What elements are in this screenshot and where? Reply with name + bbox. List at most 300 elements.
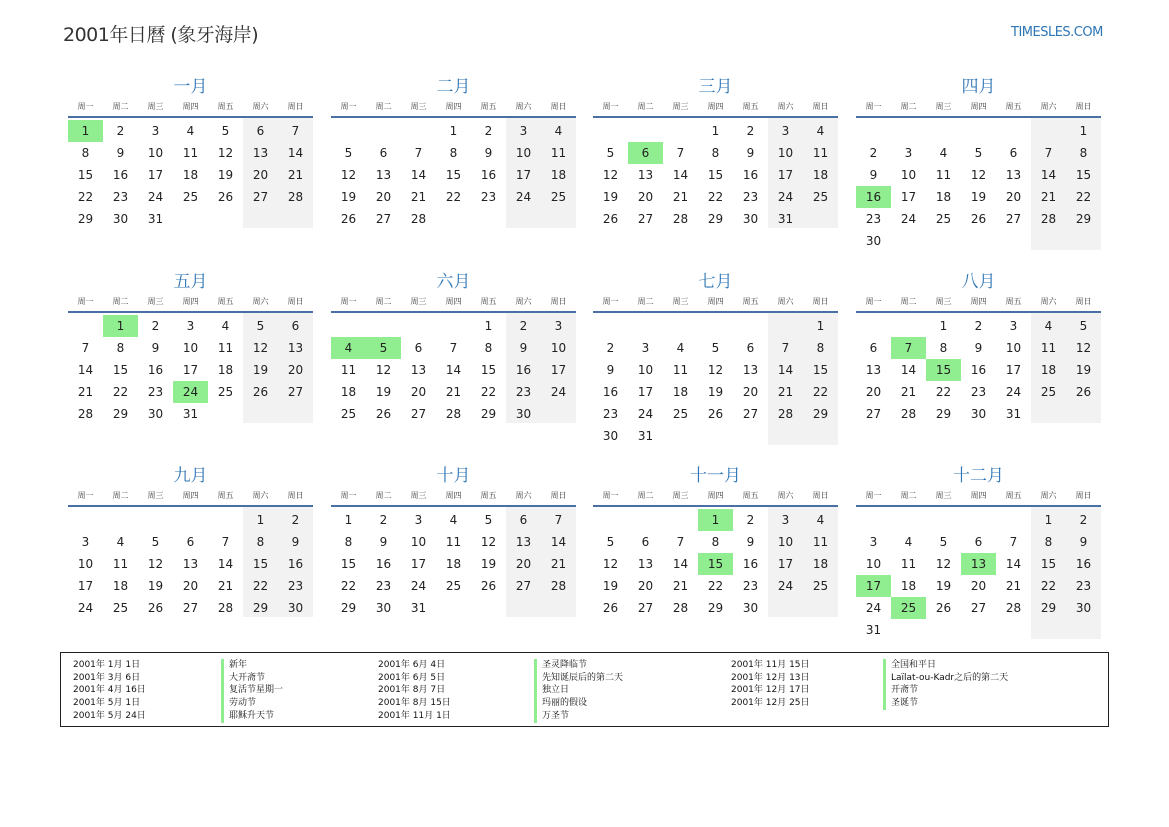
day-cell[interactable]: 6: [1009, 146, 1018, 160]
day-cell[interactable]: 19: [217, 168, 234, 182]
day-cell[interactable]: 29: [480, 407, 497, 421]
day-cell[interactable]: 2: [291, 513, 300, 527]
day-cell[interactable]: 30: [970, 407, 987, 421]
day-cell[interactable]: 16: [1075, 557, 1092, 571]
day-cell[interactable]: 15: [77, 168, 94, 182]
holiday-day-cell[interactable]: 5: [366, 337, 401, 359]
day-cell[interactable]: 16: [480, 168, 497, 182]
day-cell[interactable]: 10: [865, 557, 882, 571]
day-cell[interactable]: 25: [812, 579, 829, 593]
day-cell[interactable]: 12: [375, 363, 392, 377]
day-cell[interactable]: 27: [637, 601, 654, 615]
day-cell[interactable]: 27: [287, 385, 304, 399]
day-cell[interactable]: 13: [637, 168, 654, 182]
day-cell[interactable]: 23: [375, 579, 392, 593]
day-cell[interactable]: 21: [287, 168, 304, 182]
day-cell[interactable]: 13: [865, 363, 882, 377]
day-cell[interactable]: 27: [742, 407, 759, 421]
holiday-day-cell[interactable]: 6: [628, 142, 663, 164]
day-cell[interactable]: 21: [900, 385, 917, 399]
day-cell[interactable]: 27: [252, 190, 269, 204]
day-cell[interactable]: 11: [1040, 341, 1057, 355]
day-cell[interactable]: 26: [1075, 385, 1092, 399]
day-cell[interactable]: 25: [812, 190, 829, 204]
day-cell[interactable]: 2: [519, 319, 528, 333]
day-cell[interactable]: 4: [186, 124, 195, 138]
holiday-day-cell[interactable]: 15: [926, 359, 961, 381]
day-cell[interactable]: 12: [602, 168, 619, 182]
day-cell[interactable]: 4: [939, 146, 948, 160]
day-cell[interactable]: 11: [672, 363, 689, 377]
day-cell[interactable]: 26: [480, 579, 497, 593]
day-cell[interactable]: 8: [711, 535, 720, 549]
day-cell[interactable]: 22: [707, 579, 724, 593]
day-cell[interactable]: 16: [112, 168, 129, 182]
day-cell[interactable]: 1: [939, 319, 948, 333]
day-cell[interactable]: 28: [445, 407, 462, 421]
day-cell[interactable]: 1: [1044, 513, 1053, 527]
day-cell[interactable]: 27: [1005, 212, 1022, 226]
day-cell[interactable]: 8: [256, 535, 265, 549]
day-cell[interactable]: 1: [256, 513, 265, 527]
day-cell[interactable]: 16: [375, 557, 392, 571]
day-cell[interactable]: 2: [746, 513, 755, 527]
day-cell[interactable]: 21: [217, 579, 234, 593]
day-cell[interactable]: 25: [1040, 385, 1057, 399]
day-cell[interactable]: 16: [287, 557, 304, 571]
day-cell[interactable]: 11: [550, 146, 567, 160]
day-cell[interactable]: 10: [550, 341, 567, 355]
day-cell[interactable]: 7: [1044, 146, 1053, 160]
day-cell[interactable]: 25: [112, 601, 129, 615]
day-cell[interactable]: 2: [379, 513, 388, 527]
holiday-day-cell[interactable]: 13: [961, 553, 996, 575]
day-cell[interactable]: 24: [777, 190, 794, 204]
day-cell[interactable]: 9: [484, 146, 493, 160]
day-cell[interactable]: 18: [340, 385, 357, 399]
day-cell[interactable]: 17: [515, 168, 532, 182]
day-cell[interactable]: 29: [77, 212, 94, 226]
day-cell[interactable]: 12: [970, 168, 987, 182]
day-cell[interactable]: 4: [816, 513, 825, 527]
day-cell[interactable]: 14: [217, 557, 234, 571]
day-cell[interactable]: 21: [672, 579, 689, 593]
day-cell[interactable]: 18: [935, 190, 952, 204]
day-cell[interactable]: 29: [1075, 212, 1092, 226]
day-cell[interactable]: 13: [252, 146, 269, 160]
day-cell[interactable]: 23: [865, 212, 882, 226]
day-cell[interactable]: 7: [1009, 535, 1018, 549]
day-cell[interactable]: 6: [256, 124, 265, 138]
day-cell[interactable]: 12: [602, 557, 619, 571]
day-cell[interactable]: 18: [112, 579, 129, 593]
day-cell[interactable]: 29: [252, 601, 269, 615]
day-cell[interactable]: 22: [707, 190, 724, 204]
day-cell[interactable]: 14: [672, 557, 689, 571]
day-cell[interactable]: 10: [77, 557, 94, 571]
day-cell[interactable]: 12: [707, 363, 724, 377]
day-cell[interactable]: 14: [550, 535, 567, 549]
day-cell[interactable]: 24: [515, 190, 532, 204]
day-cell[interactable]: 2: [746, 124, 755, 138]
day-cell[interactable]: 4: [116, 535, 125, 549]
day-cell[interactable]: 20: [742, 385, 759, 399]
day-cell[interactable]: 8: [1079, 146, 1088, 160]
day-cell[interactable]: 17: [637, 385, 654, 399]
day-cell[interactable]: 28: [217, 601, 234, 615]
day-cell[interactable]: 22: [112, 385, 129, 399]
day-cell[interactable]: 19: [602, 579, 619, 593]
day-cell[interactable]: 7: [414, 146, 423, 160]
day-cell[interactable]: 19: [1075, 363, 1092, 377]
day-cell[interactable]: 24: [1005, 385, 1022, 399]
day-cell[interactable]: 6: [746, 341, 755, 355]
day-cell[interactable]: 14: [77, 363, 94, 377]
day-cell[interactable]: 30: [742, 212, 759, 226]
day-cell[interactable]: 15: [1040, 557, 1057, 571]
day-cell[interactable]: 8: [484, 341, 493, 355]
day-cell[interactable]: 4: [554, 124, 563, 138]
day-cell[interactable]: 14: [410, 168, 427, 182]
day-cell[interactable]: 3: [904, 146, 913, 160]
day-cell[interactable]: 19: [480, 557, 497, 571]
day-cell[interactable]: 9: [519, 341, 528, 355]
day-cell[interactable]: 22: [445, 190, 462, 204]
day-cell[interactable]: 11: [445, 535, 462, 549]
day-cell[interactable]: 20: [410, 385, 427, 399]
day-cell[interactable]: 1: [449, 124, 458, 138]
day-cell[interactable]: 20: [515, 557, 532, 571]
day-cell[interactable]: 8: [939, 341, 948, 355]
day-cell[interactable]: 1: [711, 124, 720, 138]
day-cell[interactable]: 2: [974, 319, 983, 333]
day-cell[interactable]: 21: [777, 385, 794, 399]
holiday-day-cell[interactable]: 24: [173, 381, 208, 403]
day-cell[interactable]: 19: [602, 190, 619, 204]
day-cell[interactable]: 4: [1044, 319, 1053, 333]
day-cell[interactable]: 17: [550, 363, 567, 377]
day-cell[interactable]: 18: [550, 168, 567, 182]
holiday-day-cell[interactable]: 16: [856, 186, 891, 208]
day-cell[interactable]: 30: [602, 429, 619, 443]
day-cell[interactable]: 24: [77, 601, 94, 615]
day-cell[interactable]: 21: [1040, 190, 1057, 204]
day-cell[interactable]: 30: [112, 212, 129, 226]
day-cell[interactable]: 25: [182, 190, 199, 204]
day-cell[interactable]: 10: [147, 146, 164, 160]
day-cell[interactable]: 9: [974, 341, 983, 355]
day-cell[interactable]: 19: [147, 579, 164, 593]
day-cell[interactable]: 30: [375, 601, 392, 615]
day-cell[interactable]: 22: [480, 385, 497, 399]
day-cell[interactable]: 8: [81, 146, 90, 160]
day-cell[interactable]: 29: [707, 212, 724, 226]
day-cell[interactable]: 12: [1075, 341, 1092, 355]
day-cell[interactable]: 6: [974, 535, 983, 549]
day-cell[interactable]: 17: [777, 557, 794, 571]
day-cell[interactable]: 19: [252, 363, 269, 377]
day-cell[interactable]: 4: [676, 341, 685, 355]
brand-logo[interactable]: TIMESLES.COM: [1011, 25, 1103, 40]
day-cell[interactable]: 8: [344, 535, 353, 549]
day-cell[interactable]: 26: [970, 212, 987, 226]
day-cell[interactable]: 9: [746, 146, 755, 160]
day-cell[interactable]: 3: [781, 124, 790, 138]
day-cell[interactable]: 26: [602, 601, 619, 615]
day-cell[interactable]: 29: [340, 601, 357, 615]
day-cell[interactable]: 20: [865, 385, 882, 399]
day-cell[interactable]: 31: [410, 601, 427, 615]
day-cell[interactable]: 29: [112, 407, 129, 421]
day-cell[interactable]: 11: [217, 341, 234, 355]
day-cell[interactable]: 26: [252, 385, 269, 399]
day-cell[interactable]: 22: [77, 190, 94, 204]
day-cell[interactable]: 6: [379, 146, 388, 160]
day-cell[interactable]: 29: [812, 407, 829, 421]
day-cell[interactable]: 26: [147, 601, 164, 615]
day-cell[interactable]: 2: [151, 319, 160, 333]
day-cell[interactable]: 13: [287, 341, 304, 355]
day-cell[interactable]: 11: [182, 146, 199, 160]
day-cell[interactable]: 2: [1079, 513, 1088, 527]
day-cell[interactable]: 15: [252, 557, 269, 571]
day-cell[interactable]: 3: [414, 513, 423, 527]
day-cell[interactable]: 3: [641, 341, 650, 355]
day-cell[interactable]: 6: [519, 513, 528, 527]
day-cell[interactable]: 19: [970, 190, 987, 204]
day-cell[interactable]: 9: [746, 535, 755, 549]
day-cell[interactable]: 31: [182, 407, 199, 421]
day-cell[interactable]: 31: [865, 623, 882, 637]
day-cell[interactable]: 23: [287, 579, 304, 593]
holiday-day-cell[interactable]: 1: [698, 509, 733, 531]
day-cell[interactable]: 5: [221, 124, 230, 138]
day-cell[interactable]: 26: [340, 212, 357, 226]
day-cell[interactable]: 3: [81, 535, 90, 549]
day-cell[interactable]: 17: [1005, 363, 1022, 377]
day-cell[interactable]: 12: [252, 341, 269, 355]
day-cell[interactable]: 24: [777, 579, 794, 593]
day-cell[interactable]: 22: [252, 579, 269, 593]
day-cell[interactable]: 29: [935, 407, 952, 421]
day-cell[interactable]: 14: [445, 363, 462, 377]
day-cell[interactable]: 2: [606, 341, 615, 355]
day-cell[interactable]: 14: [287, 146, 304, 160]
day-cell[interactable]: 11: [112, 557, 129, 571]
day-cell[interactable]: 14: [672, 168, 689, 182]
day-cell[interactable]: 14: [900, 363, 917, 377]
day-cell[interactable]: 7: [676, 535, 685, 549]
day-cell[interactable]: 19: [935, 579, 952, 593]
day-cell[interactable]: 5: [151, 535, 160, 549]
day-cell[interactable]: 5: [484, 513, 493, 527]
day-cell[interactable]: 15: [480, 363, 497, 377]
day-cell[interactable]: 4: [221, 319, 230, 333]
day-cell[interactable]: 27: [375, 212, 392, 226]
day-cell[interactable]: 11: [812, 146, 829, 160]
day-cell[interactable]: 17: [182, 363, 199, 377]
day-cell[interactable]: 10: [637, 363, 654, 377]
day-cell[interactable]: 13: [637, 557, 654, 571]
day-cell[interactable]: 7: [449, 341, 458, 355]
day-cell[interactable]: 30: [865, 234, 882, 248]
day-cell[interactable]: 16: [147, 363, 164, 377]
day-cell[interactable]: 15: [445, 168, 462, 182]
day-cell[interactable]: 22: [340, 579, 357, 593]
day-cell[interactable]: 10: [515, 146, 532, 160]
day-cell[interactable]: 3: [186, 319, 195, 333]
day-cell[interactable]: 8: [1044, 535, 1053, 549]
day-cell[interactable]: 17: [77, 579, 94, 593]
day-cell[interactable]: 5: [711, 341, 720, 355]
day-cell[interactable]: 7: [221, 535, 230, 549]
day-cell[interactable]: 6: [641, 535, 650, 549]
day-cell[interactable]: 7: [781, 341, 790, 355]
day-cell[interactable]: 24: [865, 601, 882, 615]
day-cell[interactable]: 20: [375, 190, 392, 204]
day-cell[interactable]: 5: [606, 146, 615, 160]
day-cell[interactable]: 1: [344, 513, 353, 527]
day-cell[interactable]: 25: [340, 407, 357, 421]
day-cell[interactable]: 7: [81, 341, 90, 355]
day-cell[interactable]: 23: [1075, 579, 1092, 593]
day-cell[interactable]: 12: [480, 535, 497, 549]
day-cell[interactable]: 5: [974, 146, 983, 160]
day-cell[interactable]: 4: [816, 124, 825, 138]
holiday-day-cell[interactable]: 4: [331, 337, 366, 359]
day-cell[interactable]: 30: [287, 601, 304, 615]
day-cell[interactable]: 12: [340, 168, 357, 182]
day-cell[interactable]: 20: [970, 579, 987, 593]
day-cell[interactable]: 23: [515, 385, 532, 399]
day-cell[interactable]: 20: [637, 190, 654, 204]
holiday-day-cell[interactable]: 15: [698, 553, 733, 575]
day-cell[interactable]: 7: [676, 146, 685, 160]
day-cell[interactable]: 28: [410, 212, 427, 226]
day-cell[interactable]: 4: [904, 535, 913, 549]
day-cell[interactable]: 10: [182, 341, 199, 355]
day-cell[interactable]: 18: [1040, 363, 1057, 377]
day-cell[interactable]: 26: [707, 407, 724, 421]
day-cell[interactable]: 30: [147, 407, 164, 421]
day-cell[interactable]: 24: [410, 579, 427, 593]
day-cell[interactable]: 15: [1075, 168, 1092, 182]
day-cell[interactable]: 16: [742, 168, 759, 182]
day-cell[interactable]: 10: [777, 146, 794, 160]
day-cell[interactable]: 18: [217, 363, 234, 377]
day-cell[interactable]: 13: [742, 363, 759, 377]
day-cell[interactable]: 3: [151, 124, 160, 138]
day-cell[interactable]: 16: [515, 363, 532, 377]
day-cell[interactable]: 5: [256, 319, 265, 333]
day-cell[interactable]: 16: [602, 385, 619, 399]
day-cell[interactable]: 25: [935, 212, 952, 226]
day-cell[interactable]: 30: [515, 407, 532, 421]
day-cell[interactable]: 26: [602, 212, 619, 226]
day-cell[interactable]: 13: [410, 363, 427, 377]
day-cell[interactable]: 10: [900, 168, 917, 182]
day-cell[interactable]: 13: [515, 535, 532, 549]
day-cell[interactable]: 10: [777, 535, 794, 549]
day-cell[interactable]: 13: [1005, 168, 1022, 182]
holiday-day-cell[interactable]: 7: [891, 337, 926, 359]
day-cell[interactable]: 30: [1075, 601, 1092, 615]
day-cell[interactable]: 17: [410, 557, 427, 571]
day-cell[interactable]: 24: [900, 212, 917, 226]
day-cell[interactable]: 22: [1040, 579, 1057, 593]
day-cell[interactable]: 24: [147, 190, 164, 204]
day-cell[interactable]: 31: [1005, 407, 1022, 421]
day-cell[interactable]: 23: [742, 190, 759, 204]
day-cell[interactable]: 18: [672, 385, 689, 399]
day-cell[interactable]: 1: [816, 319, 825, 333]
day-cell[interactable]: 7: [554, 513, 563, 527]
day-cell[interactable]: 28: [900, 407, 917, 421]
day-cell[interactable]: 8: [816, 341, 825, 355]
day-cell[interactable]: 11: [900, 557, 917, 571]
day-cell[interactable]: 25: [445, 579, 462, 593]
day-cell[interactable]: 9: [151, 341, 160, 355]
day-cell[interactable]: 28: [1040, 212, 1057, 226]
day-cell[interactable]: 8: [116, 341, 125, 355]
day-cell[interactable]: 28: [777, 407, 794, 421]
day-cell[interactable]: 1: [484, 319, 493, 333]
day-cell[interactable]: 5: [344, 146, 353, 160]
day-cell[interactable]: 6: [414, 341, 423, 355]
day-cell[interactable]: 17: [900, 190, 917, 204]
day-cell[interactable]: 28: [1005, 601, 1022, 615]
day-cell[interactable]: 6: [186, 535, 195, 549]
day-cell[interactable]: 9: [869, 168, 878, 182]
day-cell[interactable]: 19: [340, 190, 357, 204]
day-cell[interactable]: 21: [672, 190, 689, 204]
day-cell[interactable]: 27: [410, 407, 427, 421]
day-cell[interactable]: 27: [970, 601, 987, 615]
day-cell[interactable]: 13: [375, 168, 392, 182]
day-cell[interactable]: 6: [869, 341, 878, 355]
day-cell[interactable]: 20: [1005, 190, 1022, 204]
day-cell[interactable]: 9: [291, 535, 300, 549]
day-cell[interactable]: 9: [379, 535, 388, 549]
day-cell[interactable]: 29: [1040, 601, 1057, 615]
day-cell[interactable]: 15: [812, 363, 829, 377]
day-cell[interactable]: 14: [1040, 168, 1057, 182]
day-cell[interactable]: 25: [550, 190, 567, 204]
day-cell[interactable]: 2: [116, 124, 125, 138]
day-cell[interactable]: 23: [970, 385, 987, 399]
day-cell[interactable]: 21: [445, 385, 462, 399]
day-cell[interactable]: 31: [777, 212, 794, 226]
day-cell[interactable]: 23: [602, 407, 619, 421]
day-cell[interactable]: 28: [672, 601, 689, 615]
day-cell[interactable]: 13: [182, 557, 199, 571]
day-cell[interactable]: 8: [449, 146, 458, 160]
day-cell[interactable]: 30: [742, 601, 759, 615]
day-cell[interactable]: 11: [935, 168, 952, 182]
day-cell[interactable]: 10: [410, 535, 427, 549]
day-cell[interactable]: 14: [777, 363, 794, 377]
day-cell[interactable]: 12: [147, 557, 164, 571]
day-cell[interactable]: 27: [182, 601, 199, 615]
day-cell[interactable]: 26: [935, 601, 952, 615]
day-cell[interactable]: 11: [812, 535, 829, 549]
day-cell[interactable]: 23: [147, 385, 164, 399]
holiday-day-cell[interactable]: 1: [103, 315, 138, 337]
day-cell[interactable]: 19: [375, 385, 392, 399]
day-cell[interactable]: 28: [77, 407, 94, 421]
day-cell[interactable]: 28: [287, 190, 304, 204]
day-cell[interactable]: 23: [742, 579, 759, 593]
